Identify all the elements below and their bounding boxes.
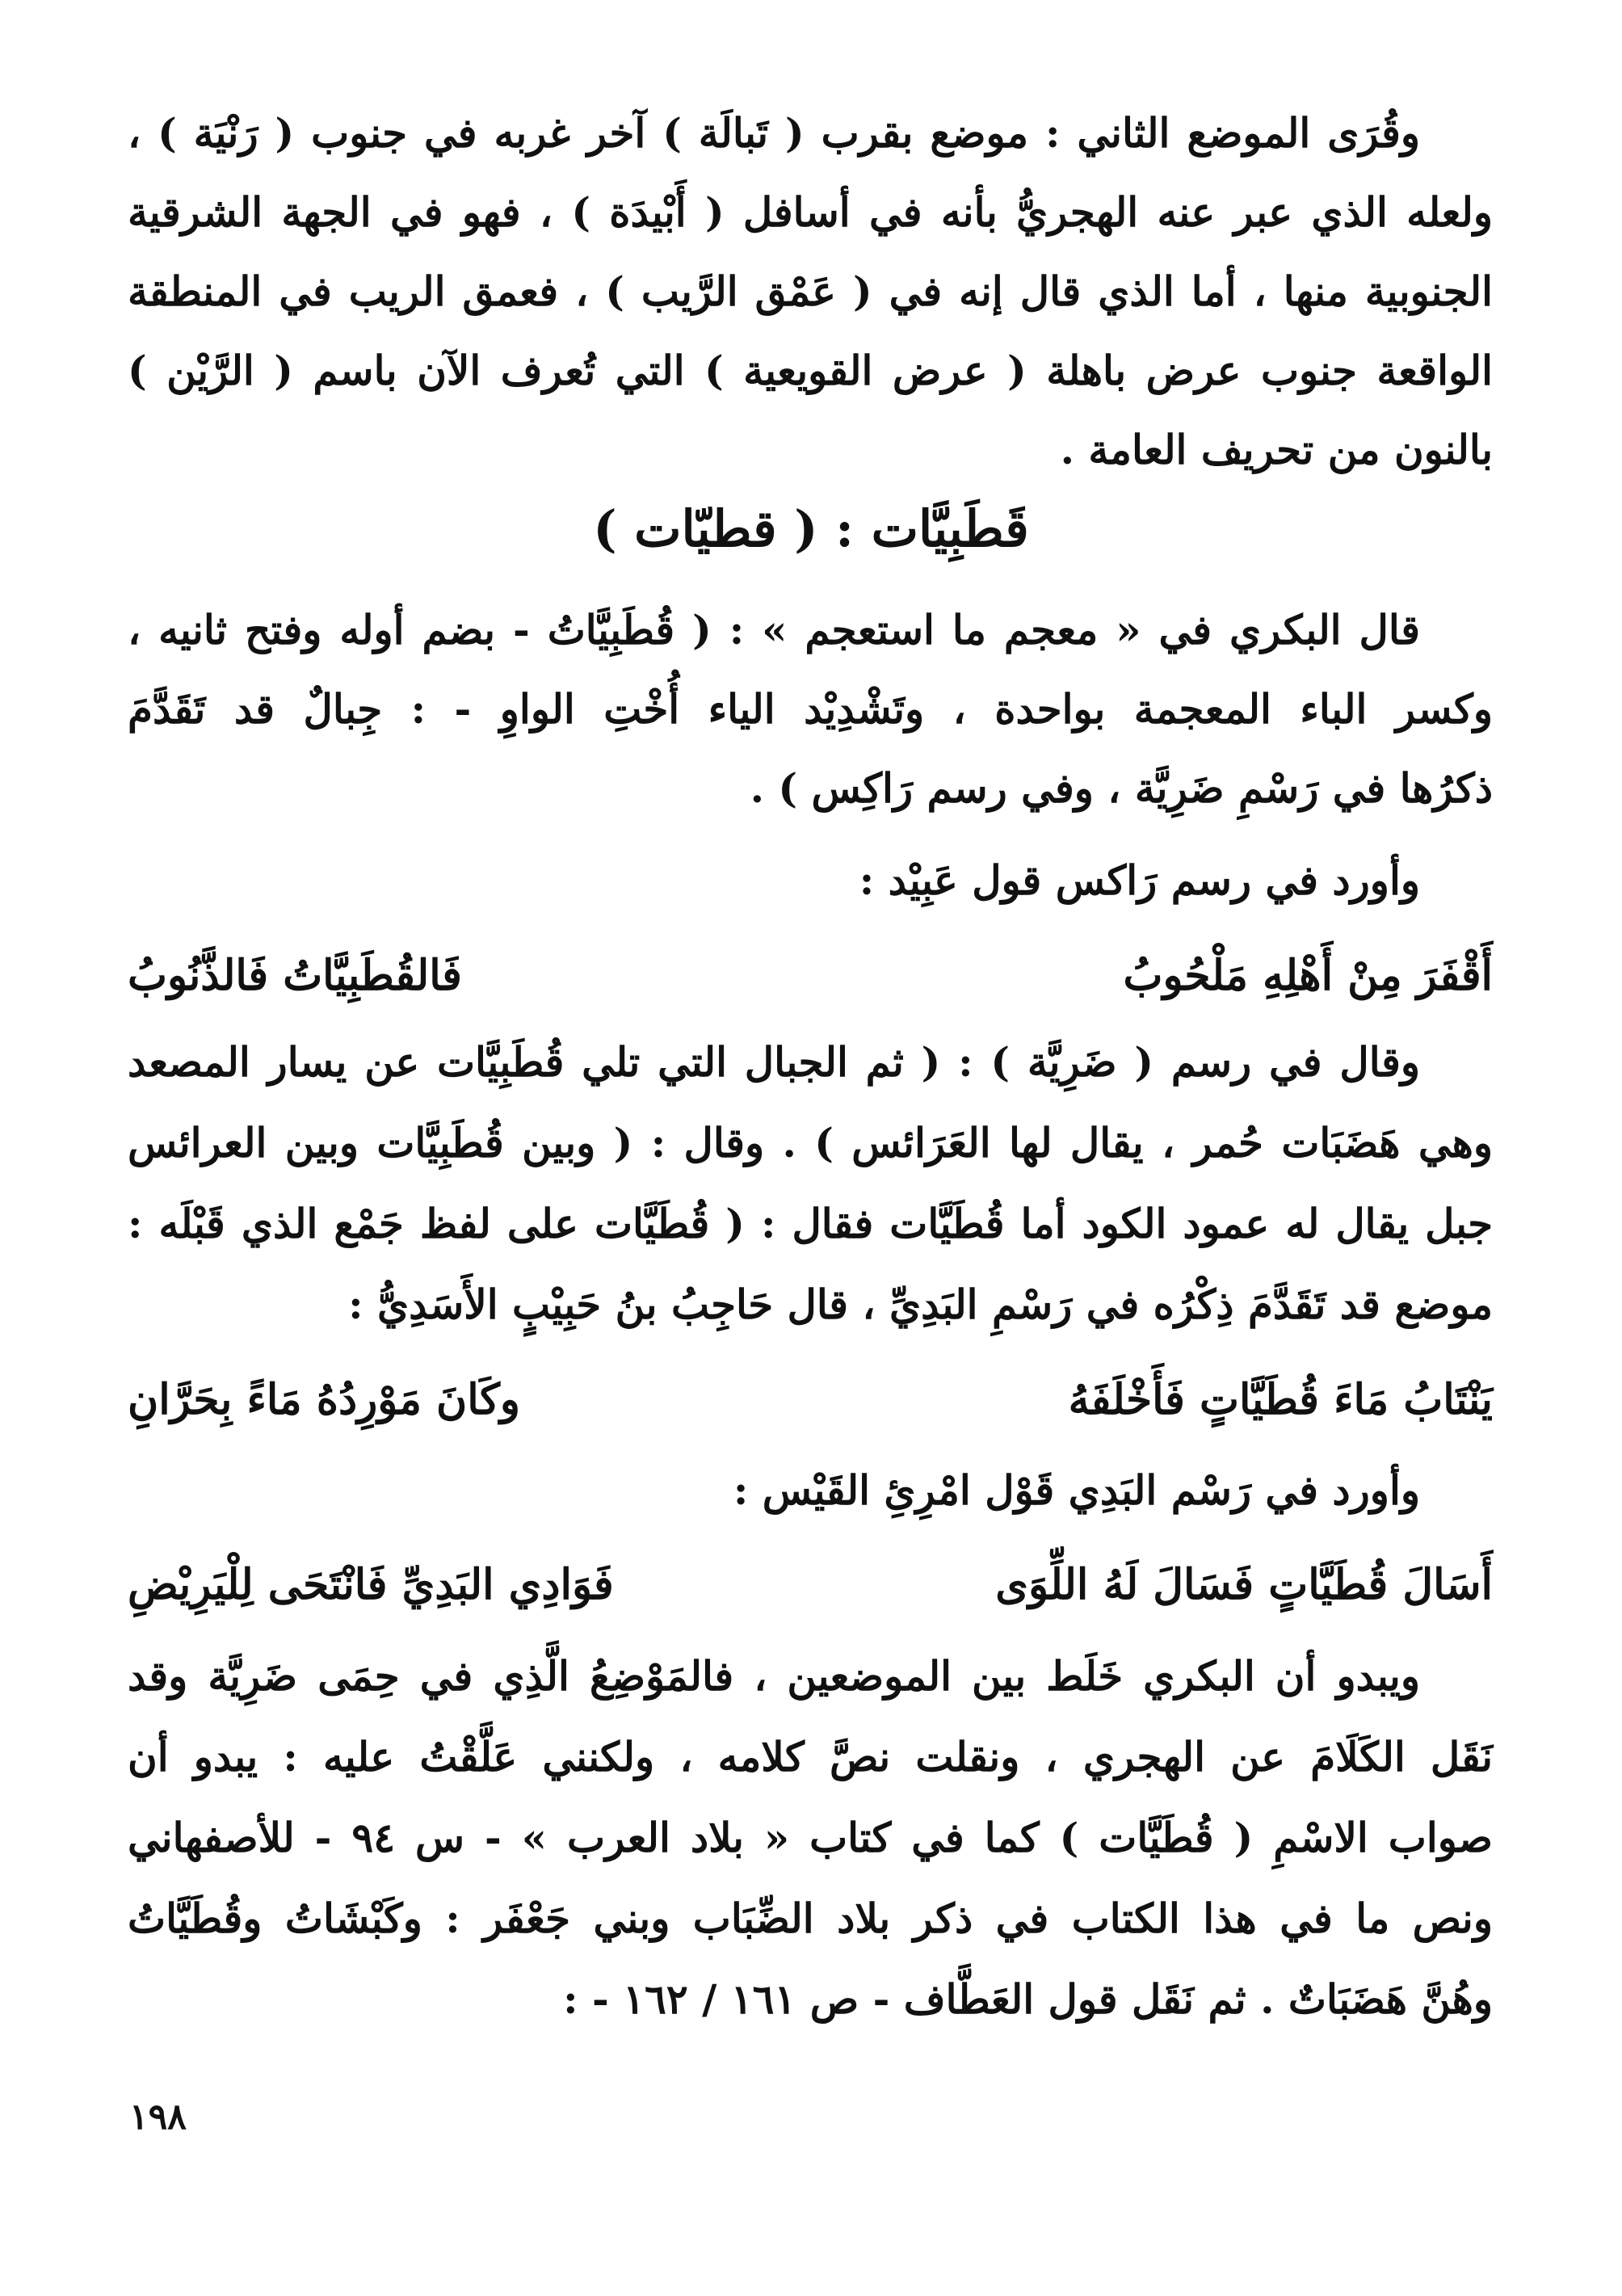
paragraph-4-line-2: وهي هَضَبَات حُمر ، يقال لها العَرَائس ) . وقال : ( وبين قُطَبِيَّات وبين العرائس <box>128 1119 1494 1167</box>
verse-3 <box>128 1553 1493 1617</box>
paragraph-4-line-3: جبل يقال له عمود الكود أما قُطَيَّات فقال : ( قُطَيَّات على لفظ جَمْع الذي قَبْلَه : <box>128 1200 1493 1247</box>
verse-1-first-hemistich: أَقْفَرَ مِنْ أَهْلِهِ مَلْحُوبُ <box>1123 951 1493 1000</box>
paragraph-2-line-1: قال البكري في « معجم ما استعجم » : ( قُطَبِيَّاتُ - بضم أوله وفتح ثانيه ، <box>128 606 1420 654</box>
paragraph-5-line-1: وأورد في رَسْم البَدِي قَوْل امْرِئِ القَيْس : <box>733 1466 1420 1514</box>
paragraph-2-line-3: ذكرُها في رَسْمِ ضَرِيَّة ، وفي رسم رَاكِس ) . <box>750 764 1493 812</box>
paragraph-1-line-5: بالنون من تحريف العامة . <box>1060 426 1493 473</box>
verse-2-second-hemistich: وكَانَ مَوْرِدُهُ مَاءً بِحَرَّانِ <box>128 1375 520 1424</box>
verse-2 <box>128 1368 1493 1432</box>
paragraph-6-line-5: وهُنَّ هَضَبَاتٌ . ثم نَقَل قول العَطَّاف - ص ١٦١ / ١٦٢ - : <box>563 1975 1493 2023</box>
paragraph-2-line-2: وكسر الباء المعجمة بواحدة ، وتَشْدِيْد الياء أُخْتِ الواوِ - : جِبالٌ قد تَقَدَّمَ <box>128 685 1493 733</box>
section-heading: قَطَبِيَّات : ( قطيّات ) <box>593 499 1029 558</box>
paragraph-1-line-3: الجنوبية منها ، أما الذي قال إنه في ( عَمْق الرَّيب ) ، فعمق الريب في المنطقة <box>128 267 1493 315</box>
verse-1 <box>128 944 1493 1008</box>
verse-1-second-hemistich: فَالقُطَبِيَّاتُ فَالذَّنُوبُ <box>128 951 462 1000</box>
paragraph-1-line-1: وقُرَى الموضع الثاني : موضع بقرب ( تَبالَة ) آخر غربه في جنوب ( رَنْيَة ) ، <box>128 109 1420 157</box>
paragraph-6-line-2: نَقَل الكَلَامَ عن الهجري ، ونقلت نصَّ كلامه ، ولكنني عَلَّقْتُ عليه : يبدو أن <box>128 1733 1493 1781</box>
paragraph-1-line-2: ولعله الذي عبر عنه الهجريُّ بأنه في أسافل ( أَبْيدَة ) ، فهو في الجهة الشرقية <box>128 188 1493 236</box>
verse-2-first-hemistich: يَنْتَابُ مَاءَ قُطَيَّاتٍ فَأَخْلَفَهُ <box>1068 1375 1493 1424</box>
paragraph-6-line-3: صواب الاسْمِ ( قُطَيَّات ) كما في كتاب « بلاد العرب » - س ٩٤ - للأصفهاني <box>128 1814 1493 1861</box>
paragraph-3-line-1: وأورد في رسم رَاكس قول عَبِيْد : <box>859 856 1420 904</box>
paragraph-6-line-1: ويبدو أن البكري خَلَط بين الموضعين ، فالمَوْضِعُ الَّذِي في حِمَى ضَرِيَّة وقد <box>128 1652 1420 1700</box>
verse-3-first-hemistich: أَسَالَ قُطَيَّاتٍ فَسَالَ لَهُ اللِّوَى <box>995 1560 1493 1609</box>
page-number: ١٩٨ <box>129 2096 187 2138</box>
verse-3-second-hemistich: فَوَادِي البَدِيِّ فَانْتَحَى لِلْيَرِيْضِ <box>128 1560 614 1609</box>
paragraph-4-line-4: موضع قد تَقَدَّمَ ذِكْرُه في رَسْمِ البَدِيِّ ، قال حَاجِبُ بنُ حَبِيْبٍ الأَسَدِيُّ : <box>348 1280 1493 1328</box>
paragraph-4-line-1: وقال في رسم ( ضَرِيَّة ) : ( ثم الجبال التي تلي قُطَبِيَّات عن يسار المصعد <box>128 1038 1420 1086</box>
paragraph-1-line-4: الواقعة جنوب عرض باهلة ( عرض القويعية ) التي تُعرف الآن باسم ( الرَّيْن ) <box>128 347 1493 394</box>
paragraph-6-line-4: ونص ما في هذا الكتاب في ذكر بلاد الضِّبَاب وبني جَعْفَر : وكَبْشَاتُ وقُطَيَّاتُ <box>128 1894 1493 1942</box>
